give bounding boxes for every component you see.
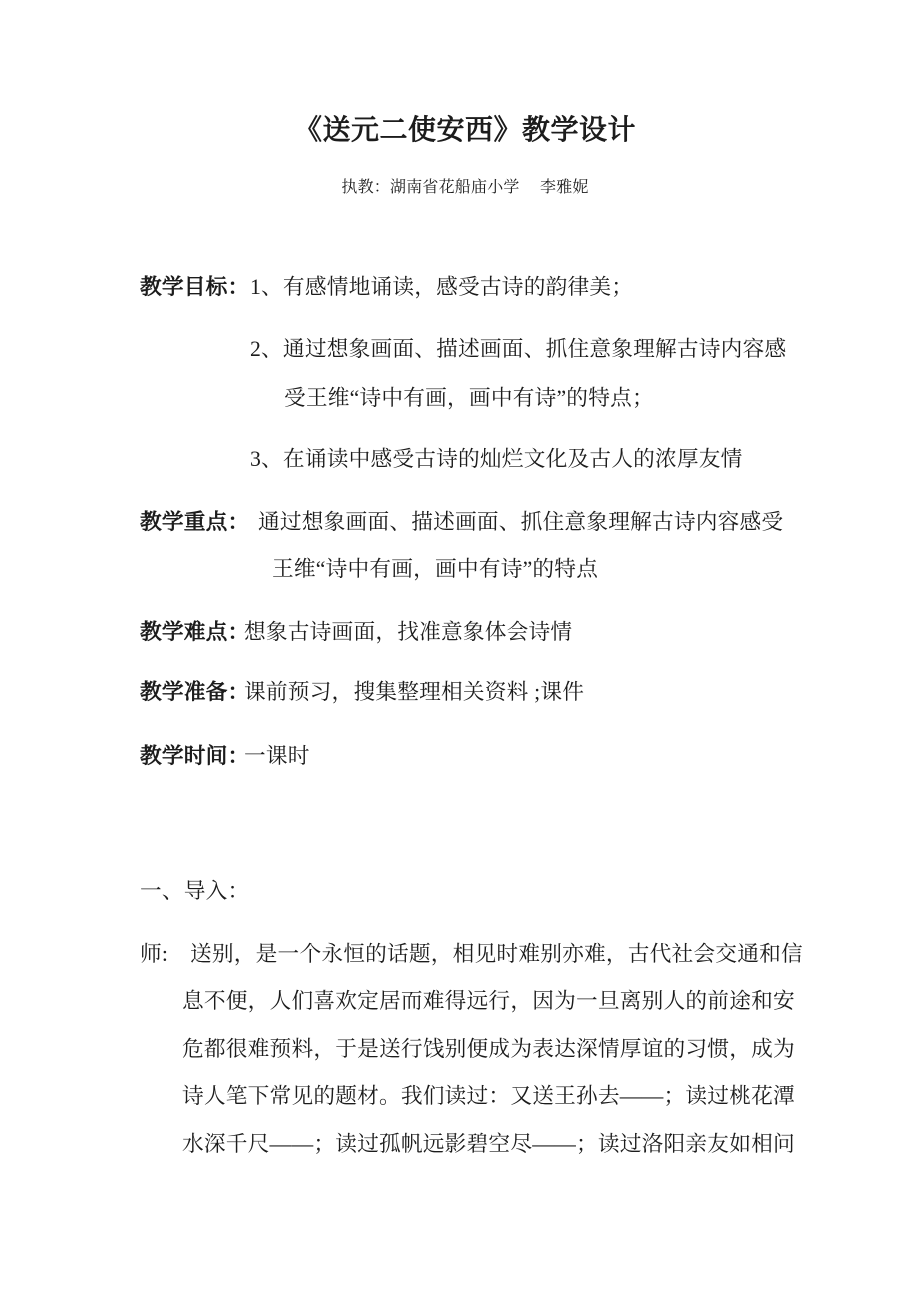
speaker-label: 师:: [140, 942, 169, 966]
goals-item-2-line-2: 受王维“诗中有画，画中有诗”的特点；: [284, 386, 654, 410]
intro-paragraph-line-3: 危都很难预料，于是送行饯别便成为表达深情厚谊的习惯，成为: [182, 1037, 795, 1061]
duration-label: 教学时间：: [140, 744, 250, 768]
section-heading-intro: 一、导入：: [140, 879, 250, 903]
intro-paragraph-line-1: 送别，是一个永恒的话题，相见时难别亦难，古代社会交通和信: [190, 942, 803, 966]
goals-item-3: 3、在诵读中感受古诗的灿烂文化及古人的浓厚友情: [250, 447, 743, 471]
doc-title: 《送元二使安西》教学设计: [293, 115, 636, 146]
key-points-line-1: 通过想象画面、描述画面、抓住意象理解古诗内容感受: [258, 510, 784, 534]
intro-paragraph-line-4: 诗人笔下常见的题材。我们读过：又送王孙去——；读过桃花潭: [182, 1084, 795, 1108]
goals-item-1: 1、有感情地诵读，感受古诗的韵律美；: [250, 275, 634, 299]
difficulties-label: 教学难点：: [140, 620, 250, 644]
intro-paragraph-line-5: 水深千尺——；读过孤帆远影碧空尽——；读过洛阳亲友如相问: [182, 1132, 795, 1156]
doc-byline: 执教：湖南省花船庙小学 李雅妮: [341, 179, 589, 196]
preparation-label: 教学准备：: [140, 680, 250, 704]
preparation-text: 课前预习，搜集整理相关资料 ;课件: [244, 680, 585, 704]
intro-paragraph-line-2: 息不便，人们喜欢定居而难得远行，因为一旦离别人的前途和安: [182, 989, 795, 1013]
duration-text: 一课时: [244, 744, 310, 768]
goals-item-2-line-1: 2、通过想象画面、描述画面、抓住意象理解古诗内容感: [250, 337, 787, 361]
difficulties-text: 想象古诗画面，找准意象体会诗情: [244, 620, 573, 644]
key-points-line-2: 王维“诗中有画，画中有诗”的特点: [272, 557, 599, 581]
key-points-label: 教学重点：: [140, 510, 250, 534]
goals-label: 教学目标：: [140, 275, 250, 299]
